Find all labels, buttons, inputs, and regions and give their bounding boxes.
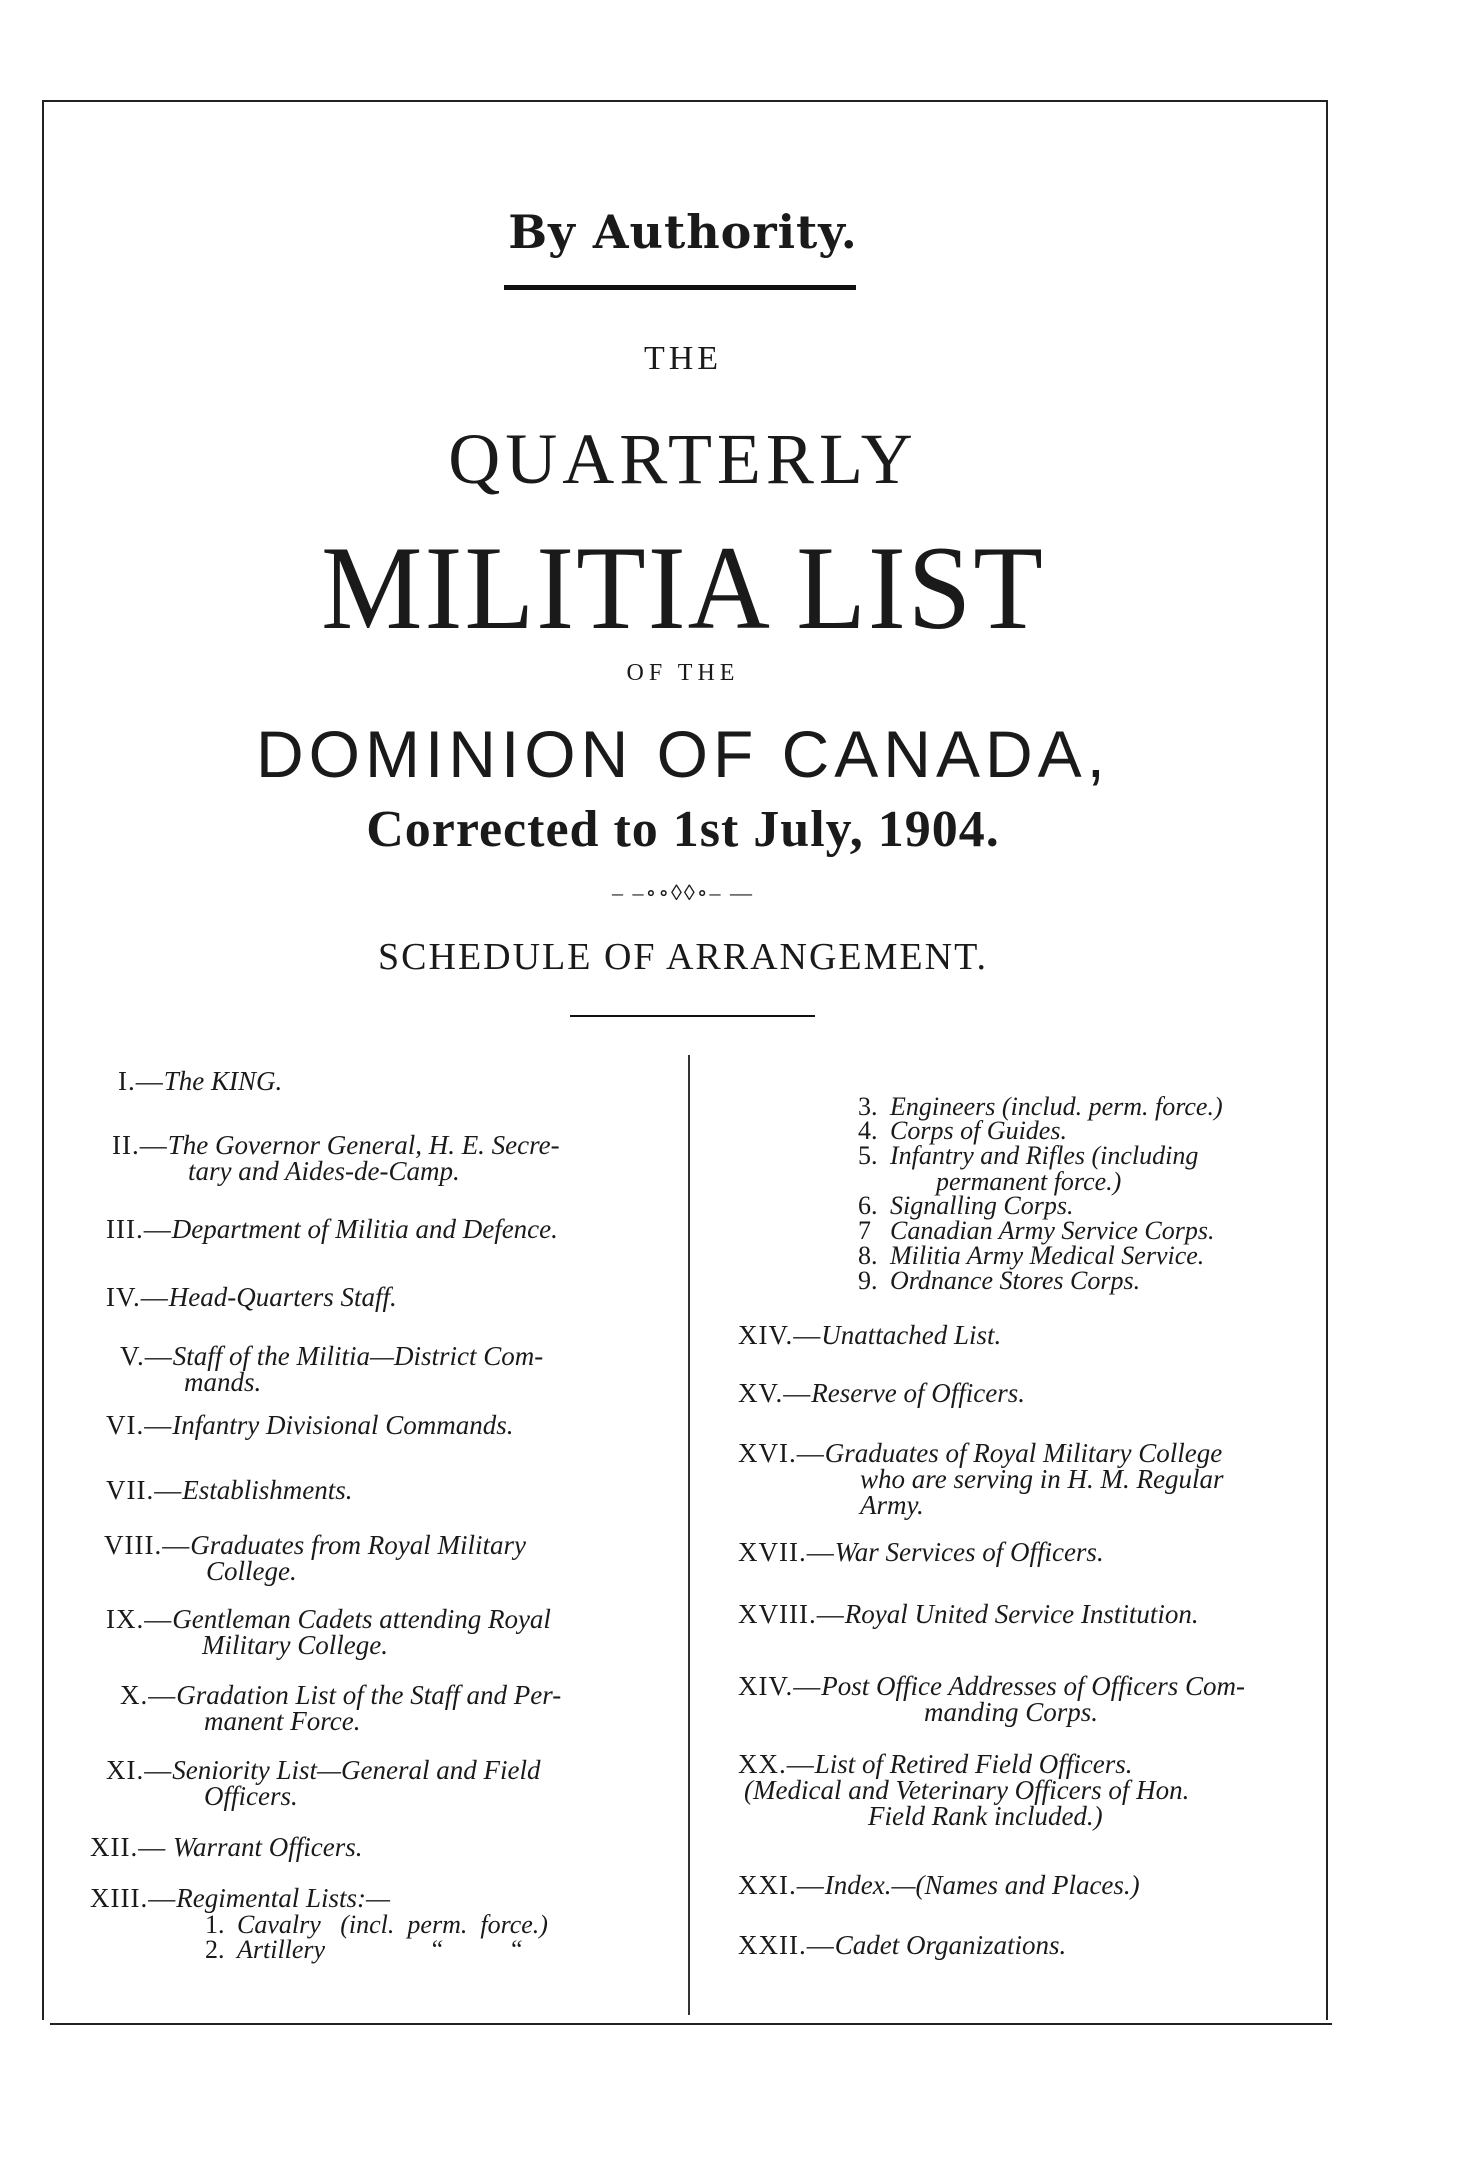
list-item bbox=[738, 1872, 1140, 1898]
item-text-cont: manding Corps. bbox=[924, 1697, 1099, 1727]
item-text: Gradation List of the Staff and Per- bbox=[176, 1680, 562, 1710]
item-text: Department of Militia and Defence. bbox=[171, 1214, 558, 1244]
list-item bbox=[104, 1532, 526, 1584]
sub-item-number: 2. bbox=[205, 1935, 225, 1964]
item-text: Graduates of Royal Military College bbox=[824, 1438, 1223, 1468]
list-item bbox=[738, 1601, 1199, 1627]
item-text: The KING. bbox=[163, 1066, 283, 1096]
item-number: XXI.— bbox=[738, 1870, 825, 1900]
item-text-cont: (Medical and Veterinary Officers of Hon. bbox=[744, 1775, 1190, 1805]
sub-item-text: Engineers (includ. perm. force.) bbox=[890, 1092, 1223, 1121]
item-text: Head-Quarters Staff. bbox=[168, 1282, 397, 1312]
item-number: V.— bbox=[120, 1341, 173, 1371]
item-text-cont: who are serving in H. M. Regular bbox=[860, 1464, 1224, 1494]
item-text: War Services of Officers. bbox=[834, 1537, 1104, 1567]
item-number: XV.— bbox=[738, 1378, 812, 1408]
of-the-heading: OF THE bbox=[626, 660, 740, 686]
list-item bbox=[106, 1606, 551, 1658]
ornament-divider: – –∘∘◊◊∘– — bbox=[611, 880, 755, 905]
by-authority-heading: By Authority. bbox=[508, 205, 858, 259]
sub-list-item bbox=[858, 1268, 1140, 1294]
item-number: XII.— bbox=[90, 1832, 167, 1862]
quarterly-heading: QUARTERLY bbox=[448, 419, 918, 499]
list-item bbox=[738, 1380, 1025, 1406]
list-item bbox=[106, 1757, 540, 1809]
militia-list-title: MILITIA LIST bbox=[321, 520, 1045, 655]
sub-item-text: Infantry and Rifles (including bbox=[890, 1141, 1199, 1170]
list-item bbox=[738, 1673, 1245, 1725]
list-item bbox=[112, 1132, 560, 1184]
list-item bbox=[90, 1885, 390, 1911]
sub-item-text: Artillery “ “ bbox=[237, 1935, 524, 1964]
sub-item-number: 3. bbox=[858, 1092, 878, 1121]
item-number: XI.— bbox=[106, 1755, 173, 1785]
sub-item-number: 4. bbox=[858, 1116, 878, 1145]
item-text: Reserve of Officers. bbox=[811, 1378, 1025, 1408]
list-item bbox=[120, 1682, 561, 1734]
item-number: VI.— bbox=[106, 1410, 173, 1440]
item-text: Regimental Lists:— bbox=[176, 1883, 390, 1913]
item-number: XIV.— bbox=[738, 1671, 822, 1701]
item-number: XX.— bbox=[738, 1749, 815, 1779]
schedule-heading: SCHEDULE OF ARRANGEMENT. bbox=[378, 936, 988, 978]
list-item bbox=[90, 1834, 363, 1860]
list-item bbox=[120, 1343, 543, 1395]
item-number: XIV.— bbox=[738, 1320, 822, 1350]
item-number: X.— bbox=[120, 1680, 177, 1710]
item-text: Royal United Service Institution. bbox=[844, 1599, 1199, 1629]
item-number: VIII.— bbox=[104, 1530, 191, 1560]
schedule-rule bbox=[570, 1015, 815, 1017]
authority-underline bbox=[504, 285, 856, 290]
item-number: VII.— bbox=[106, 1475, 183, 1505]
item-number: XVII.— bbox=[738, 1537, 835, 1567]
list-item bbox=[738, 1751, 1189, 1829]
sub-list-item bbox=[858, 1143, 1198, 1195]
item-text: Warrant Officers. bbox=[166, 1832, 363, 1862]
item-text: Graduates from Royal Military bbox=[190, 1530, 526, 1560]
item-number: XVIII.— bbox=[738, 1599, 845, 1629]
item-text: Establishments. bbox=[182, 1475, 353, 1505]
item-number: III.— bbox=[106, 1214, 172, 1244]
item-text-cont: manent Force. bbox=[204, 1706, 361, 1736]
list-item bbox=[106, 1216, 558, 1242]
item-text: Unattached List. bbox=[821, 1320, 1002, 1350]
sub-item-number: 7 bbox=[858, 1216, 871, 1245]
item-text-cont: tary and Aides-de-Camp. bbox=[188, 1156, 460, 1186]
list-item bbox=[106, 1477, 353, 1503]
sub-item-text: Cavalry (incl. perm. force.) bbox=[237, 1910, 548, 1939]
sub-item-text: Ordnance Stores Corps. bbox=[890, 1266, 1141, 1295]
item-text: Index.—(Names and Places.) bbox=[824, 1870, 1140, 1900]
corrected-date: Corrected to 1st July, 1904. bbox=[366, 801, 1000, 858]
item-text: Staff of the Militia—District Com- bbox=[172, 1341, 544, 1371]
item-number: XIII.— bbox=[90, 1883, 177, 1913]
the-heading: THE bbox=[643, 340, 723, 377]
item-text: Post Office Addresses of Officers Com- bbox=[821, 1671, 1245, 1701]
column-divider bbox=[688, 1055, 690, 2015]
list-item bbox=[738, 1440, 1223, 1518]
sub-item-number: 6. bbox=[858, 1191, 878, 1220]
sub-item-number: 5. bbox=[858, 1141, 878, 1170]
item-number: IV.— bbox=[106, 1282, 169, 1312]
item-number: II.— bbox=[112, 1130, 168, 1160]
item-text-cont: Officers. bbox=[204, 1781, 298, 1811]
list-item bbox=[106, 1284, 397, 1310]
item-text: Seniority List—General and Field bbox=[172, 1755, 541, 1785]
sub-item-number: 1. bbox=[205, 1910, 225, 1939]
list-item bbox=[118, 1068, 282, 1094]
list-item bbox=[738, 1322, 1001, 1348]
item-number: XVI.— bbox=[738, 1438, 825, 1468]
sub-item-text-cont: permanent force.) bbox=[936, 1167, 1122, 1196]
list-item bbox=[106, 1412, 514, 1438]
list-item bbox=[738, 1539, 1104, 1565]
sub-item-text: Canadian Army Service Corps. bbox=[890, 1216, 1215, 1245]
item-text-cont: mands. bbox=[184, 1367, 262, 1397]
sub-item-text: Militia Army Medical Service. bbox=[890, 1241, 1205, 1270]
item-number: I.— bbox=[118, 1066, 164, 1096]
item-text: Infantry Divisional Commands. bbox=[172, 1410, 514, 1440]
item-number: XXII.— bbox=[738, 1930, 835, 1960]
item-text: The Governor General, H. E. Secre- bbox=[167, 1130, 560, 1160]
item-text-cont: College. bbox=[206, 1556, 297, 1586]
sub-item-text: Corps of Guides. bbox=[890, 1116, 1067, 1145]
item-text-cont: Army. bbox=[860, 1490, 924, 1520]
item-text: Cadet Organizations. bbox=[834, 1930, 1067, 1960]
sub-item-number: 8. bbox=[858, 1241, 878, 1270]
item-text-cont: Field Rank included.) bbox=[868, 1801, 1103, 1831]
item-text: List of Retired Field Officers. bbox=[814, 1749, 1133, 1779]
sub-item-number: 9. bbox=[858, 1266, 878, 1295]
dominion-heading: DOMINION OF CANADA, bbox=[255, 717, 1111, 791]
item-text-cont: Military College. bbox=[202, 1630, 388, 1660]
sub-list-item bbox=[205, 1937, 523, 1963]
sub-item-text: Signalling Corps. bbox=[890, 1191, 1074, 1220]
item-text: Gentleman Cadets attending Royal bbox=[172, 1604, 551, 1634]
page-border-bottom bbox=[50, 2023, 1332, 2025]
item-number: IX.— bbox=[106, 1604, 173, 1634]
list-item bbox=[738, 1932, 1066, 1958]
